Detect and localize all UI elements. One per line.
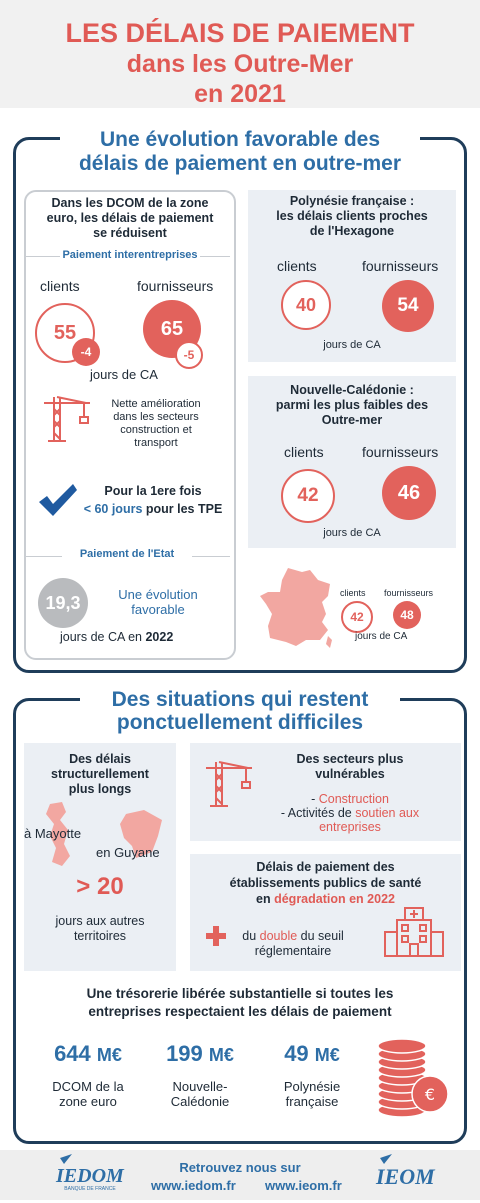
caledonie-clients-circle — [281, 469, 335, 523]
footer-cta: Retrouvez nous sur — [179, 1160, 301, 1175]
dcom-title-line3: se réduisent — [93, 226, 167, 240]
dcom-clients-value: 55 — [53, 321, 77, 344]
treasury-label-line1: Nouvelle- — [172, 1079, 228, 1094]
health-title-line1: Délais de paiement des — [256, 860, 395, 874]
improve-line3: construction et — [120, 424, 192, 436]
sectors-title-line2: vulnérables — [315, 767, 385, 781]
inter-label: Paiement interentreprises — [60, 249, 200, 261]
coins-icon — [372, 1036, 450, 1120]
caledonie-unit: jours de CA — [323, 527, 381, 539]
dcom-clients-label: clients — [40, 278, 80, 294]
france-unit: jours de CA — [355, 631, 408, 642]
etat-circle — [38, 578, 88, 628]
caledonie-fournisseurs-value: 46 — [397, 481, 421, 504]
improve-line1: Nette amélioration — [111, 398, 201, 410]
mayotte-label: à Mayotte — [24, 826, 82, 841]
structural-text-line1: jours aux autres — [55, 914, 145, 928]
treasury-label-line1: DCOM de la — [52, 1079, 124, 1094]
treasury-label-line2: française — [285, 1094, 339, 1109]
ieom-logo — [368, 1152, 438, 1198]
france-fournisseurs-value: 48 — [400, 608, 414, 622]
page-title-line2: dans les Outre-Mer — [126, 50, 354, 78]
france-clients-label: clients — [340, 588, 366, 598]
caledonie-fournisseurs-label: fournisseurs — [362, 444, 439, 460]
etat-text-line1: Une évolution — [118, 587, 198, 602]
dcom-title-line1: Dans les DCOM de la zone — [51, 196, 209, 210]
treasury-label-line1: Polynésie — [283, 1079, 341, 1094]
tpe-highlight: < 60 jours — [83, 502, 143, 516]
guyane-label: en Guyane — [96, 845, 160, 860]
polynesie-title-line1: Polynésie française : — [289, 194, 415, 208]
tpe-line1: Pour la 1ere fois — [104, 484, 202, 498]
health-title-line2: établissements publics de santé — [229, 876, 422, 890]
sectors-item2-line2: entreprises — [319, 820, 381, 834]
caledonie-title-line1: Nouvelle-Calédonie : — [290, 383, 414, 397]
treasury-title-line1: Une trésorerie libérée substantielle si toutes les — [86, 986, 394, 1001]
polynesie-unit: jours de CA — [323, 339, 381, 351]
polynesie-fournisseurs-value: 54 — [397, 295, 419, 316]
france-clients-circle — [341, 601, 373, 633]
treasury-label-line2: Calédonie — [170, 1094, 230, 1109]
svg-text:IEOM: IEOM — [376, 1164, 435, 1189]
tpe-line2 — [78, 502, 228, 516]
polynesie-clients-label: clients — [277, 258, 317, 274]
health-text-line1: du double du seuil — [242, 929, 344, 943]
polynesie-fournisseurs-label: fournisseurs — [362, 258, 439, 274]
treasury-title-line2: entreprises respectaient les délais de paiement — [88, 1004, 392, 1019]
header — [0, 0, 480, 108]
polynesie-clients-circle — [281, 280, 331, 330]
treasury-item-polynesie — [262, 1041, 362, 1109]
polynesie-fournisseurs-circle — [382, 280, 434, 332]
section1-title-line2: délais de paiement en outre-mer — [78, 152, 402, 175]
health-title-line3: en dégradation en 2022 — [256, 892, 395, 906]
sectors-title-line1: Des secteurs plus — [296, 752, 404, 766]
improve-line2: dans les secteurs — [113, 411, 199, 423]
treasury-item-dcom — [38, 1041, 138, 1109]
etat-unit-line — [60, 630, 173, 644]
structural-value: > 20 — [76, 873, 124, 900]
polynesie-title-line3: de l'Hexagone — [309, 224, 395, 238]
caledonie-clients-value: 42 — [297, 485, 319, 506]
treasury-value: 199 M€ — [166, 1041, 234, 1066]
svg-text:IEDOM: IEDOM — [56, 1165, 124, 1187]
svg-text:€: € — [424, 1085, 436, 1104]
treasury-value: 644 M€ — [54, 1041, 122, 1066]
etat-unit: jours de CA en — [60, 630, 146, 644]
iedom-logo-sub: BANQUE DE FRANCE — [64, 1186, 116, 1192]
improve-line4: transport — [134, 437, 178, 449]
checkmark-icon — [37, 482, 79, 518]
sectors-crane-icon — [202, 760, 254, 808]
plus-icon — [206, 926, 226, 946]
caledonie-title-line2: parmi les plus faibles des — [275, 398, 429, 412]
sectors-item1: - Construction — [311, 792, 389, 806]
france-fournisseurs-label: fournisseurs — [384, 588, 434, 598]
treasury-value: 49 M€ — [284, 1041, 340, 1066]
etat-label: Paiement de l'Etat — [62, 548, 192, 560]
structural-text-line2: territoires — [73, 929, 127, 943]
france-map-icon — [258, 566, 336, 650]
tpe-rest: pour les TPE — [142, 502, 223, 516]
dcom-fournisseurs-label: fournisseurs — [137, 278, 214, 294]
caledonie-title-line3: Outre-mer — [321, 413, 383, 427]
france-clients-value: 42 — [350, 610, 364, 624]
ieom-link[interactable]: www.ieom.fr — [265, 1178, 342, 1193]
health-text-line2: réglementaire — [254, 944, 332, 958]
polynesie-clients-value: 40 — [295, 294, 317, 315]
structural-title-line3: plus longs — [68, 782, 132, 796]
caledonie-fournisseurs-circle — [382, 466, 436, 520]
etat-text-line2: favorable — [131, 602, 185, 617]
crane-icon — [40, 395, 92, 443]
sectors-item2: - Activités de soutien aux — [280, 806, 420, 820]
section1-title-line1: Une évolution favorable des — [99, 128, 381, 151]
structural-title-line2: structurellement — [51, 767, 149, 781]
section2-title-line1: Des situations qui restent — [111, 688, 369, 711]
caledonie-clients-label: clients — [284, 444, 324, 460]
dcom-title-line2: euro, les délais de paiement — [46, 211, 214, 225]
iedom-link[interactable]: www.iedom.fr — [151, 1178, 236, 1193]
page-title-line3: en 2021 — [194, 80, 286, 108]
treasury-label-line2: zone euro — [59, 1094, 117, 1109]
france-fournisseurs-circle — [393, 601, 421, 629]
etat-value: 19,3 — [45, 592, 81, 613]
dcom-fournisseurs-delta: -5 — [175, 341, 203, 369]
page-title-line1: LES DÉLAIS DE PAIEMENT — [65, 18, 415, 48]
hospital-icon — [383, 906, 445, 958]
etat-year: 2022 — [145, 630, 174, 644]
structural-title-line1: Des délais — [69, 752, 131, 766]
dcom-clients-delta: -4 — [72, 338, 100, 366]
dcom-fournisseurs-value: 65 — [160, 317, 184, 340]
treasury-item-caledonie — [150, 1041, 250, 1109]
polynesie-title-line2: les délais clients proches — [276, 209, 428, 223]
section2-title-line2: ponctuellement difficiles — [116, 711, 364, 734]
dcom-unit: jours de CA — [90, 367, 158, 382]
